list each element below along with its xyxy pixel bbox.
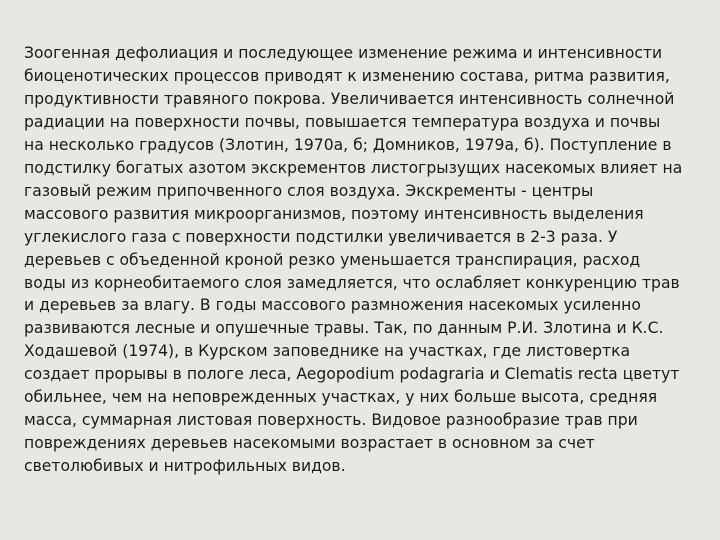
text-line-4: радиации на поверхности почвы, повышается температура воздуха и почвы bbox=[24, 112, 661, 131]
text-line-19: светолюбивых и нитрофильных видов. bbox=[24, 457, 346, 476]
text-line-18: повреждениях деревьев насекомыми возрастает в основном за счет bbox=[24, 434, 595, 453]
text-line-17: масса, суммарная листовая поверхность. Видовое разнообразие трав при bbox=[24, 411, 638, 430]
text-line-7: газовый режим припочвенного слоя воздуха. Экскременты - центры bbox=[24, 181, 594, 200]
text-line-9: углекислого газа с поверхности подстилки увеличивается в 2-3 раза. У bbox=[24, 227, 618, 246]
body-text bbox=[24, 42, 698, 478]
text-line-16: обильнее, чем на неповрежденных участках, у них больше высота, средняя bbox=[24, 388, 658, 407]
text-line-3: продуктивности травяного покрова. Увеличивается интенсивность солнечной bbox=[24, 89, 675, 108]
text-line-5: на несколько градусов (Злотин, 1970а, б; Домников, 1979а, б). Поступление в bbox=[24, 135, 672, 154]
text-line-11: воды из корнеобитаемого слоя замедляется, что ослабляет конкуренцию трав bbox=[24, 273, 680, 292]
text-line-8: массового развития микроорганизмов, поэтому интенсивность выделения bbox=[24, 204, 644, 223]
text-line-1: Зоогенная дефолиация и последующее изменение режима и интенсивности bbox=[24, 44, 663, 62]
text-line-2: биоценотических процессов приводят к изменению состава, ритма развития, bbox=[24, 66, 670, 85]
text-line-14: Ходашевой (1974), в Курском заповеднике на участках, где листовертка bbox=[24, 342, 631, 361]
text-line-10: деревьев с объеденной кроной резко уменьшается транспирация, расход bbox=[24, 250, 641, 269]
text-line-6: подстилку богатых азотом экскрементов листогрызущих насекомых влияет на bbox=[24, 158, 683, 177]
text-line-15: создает прорывы в пологе леса, Aegopodium podagraria и Clematis recta цветут bbox=[24, 365, 680, 384]
text-line-13: развиваются лесные и опушечные травы. Так, по данным Р.И. Злотина и К.С. bbox=[24, 319, 664, 338]
text-line-12: и деревьев за влагу. В годы массового размножения насекомых усиленно bbox=[24, 296, 641, 315]
